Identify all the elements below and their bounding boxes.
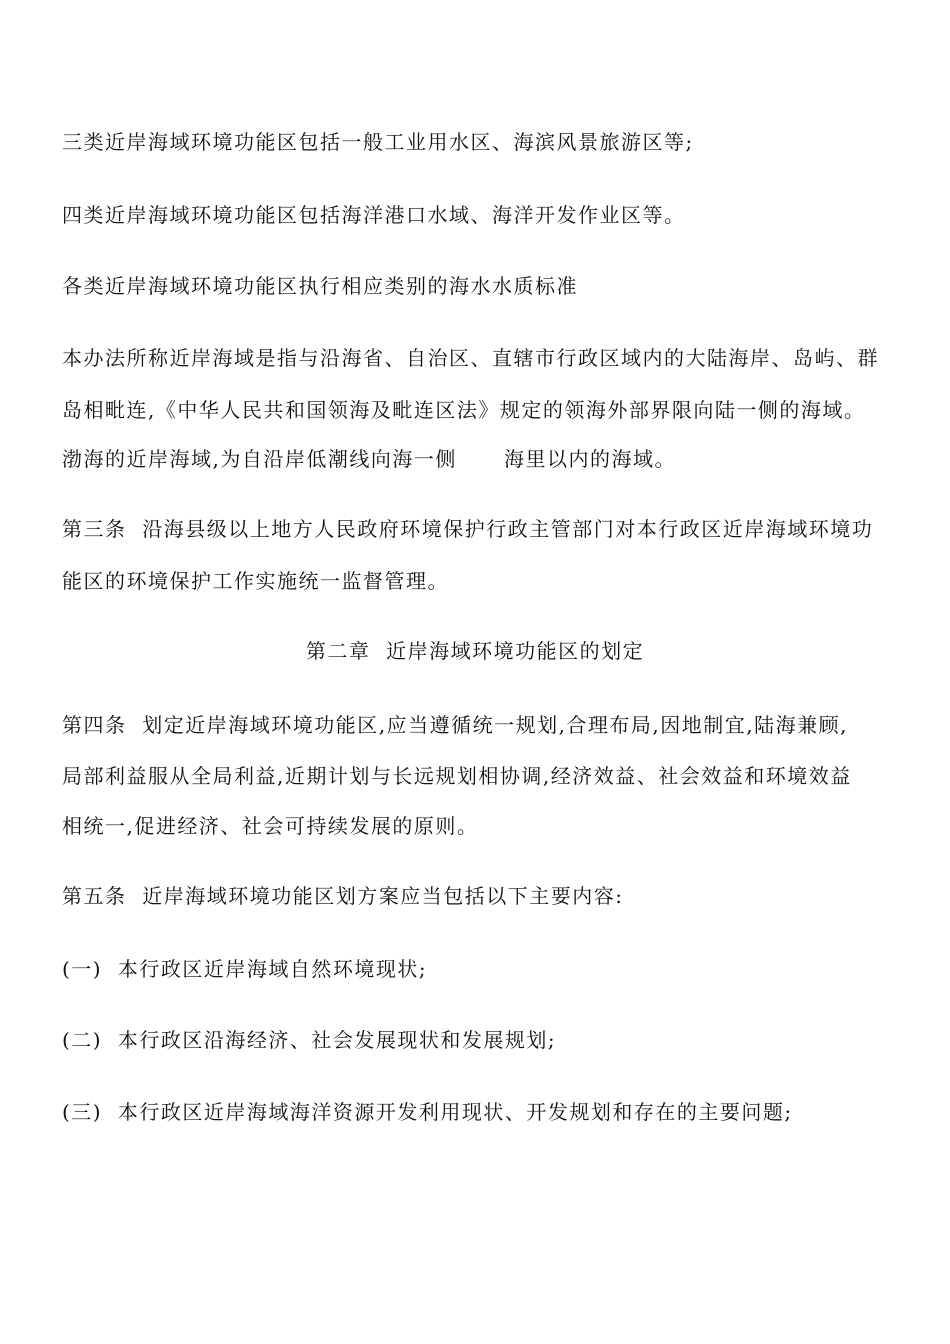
article3-line-1: 第三条 沿海县级以上地方人民政府环境保护行政主管部门对本行政区近岸海域环境功 bbox=[62, 517, 874, 541]
paragraph-class3: 三类近岸海域环境功能区包括一般工业用水区、海滨风景旅游区等; bbox=[62, 130, 694, 154]
article4-line-1: 第四条 划定近岸海域环境功能区,应当遵循统一规划,合理布局,因地制宜,陆海兼顾, bbox=[62, 713, 849, 737]
definition-line-1: 本办法所称近岸海域是指与沿海省、自治区、直辖市行政区域内的大陆海岸、岛屿、群 bbox=[62, 346, 879, 370]
article3-line-2: 能区的环境保护工作实施统一监督管理。 bbox=[62, 569, 449, 593]
list-item-1: (一) 本行政区近岸海域自然环境现状; bbox=[62, 957, 428, 981]
list-item-3: (三) 本行政区近岸海域海洋资源开发利用现状、开发规划和存在的主要问题; bbox=[62, 1100, 793, 1124]
paragraph-class4: 四类近岸海域环境功能区包括海洋港口水域、海洋开发作业区等。 bbox=[62, 203, 686, 227]
paragraph-standard: 各类近岸海域环境功能区执行相应类别的海水水质标准 bbox=[62, 274, 578, 298]
chapter-title: 第二章 近岸海域环境功能区的划定 bbox=[305, 639, 645, 663]
article4-line-2: 局部利益服从全局利益,近期计划与长远规划相协调,经济效益、社会效益和环境效益 bbox=[62, 764, 852, 788]
article4-line-3: 相统一,促进经济、社会可持续发展的原则。 bbox=[62, 814, 479, 838]
definition-line-2: 岛相毗连,《中华人民共和国领海及毗连区法》规定的领海外部界限向陆一侧的海域。 bbox=[62, 398, 866, 422]
list-item-2: (二) 本行政区沿海经济、社会发展现状和发展规划; bbox=[62, 1028, 557, 1052]
article5: 第五条 近岸海域环境功能区划方案应当包括以下主要内容: bbox=[62, 884, 624, 908]
definition-line-3: 渤海的近岸海域,为自沿岸低潮线向海一侧 海里以内的海域。 bbox=[62, 447, 677, 471]
